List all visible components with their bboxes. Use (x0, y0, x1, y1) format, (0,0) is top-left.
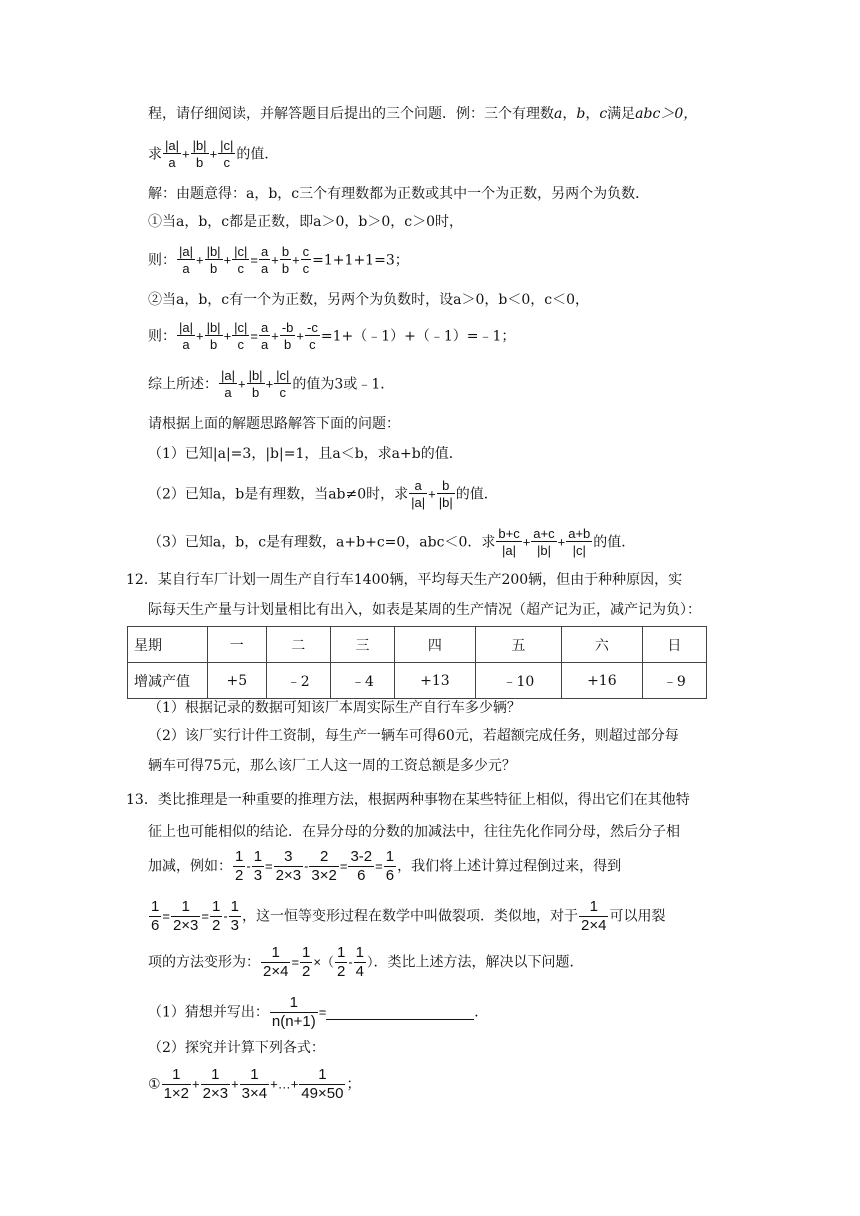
p11-intro-line: 程，请仔细阅读，并解答题目后提出的三个问题．例：三个有理数a，b，c满足abc＞0， (148, 106, 698, 122)
fraction: $\frac{|b|}{b}$ (192, 138, 207, 170)
solution-intro: 解：由题意得：a，b，c三个有理数都为正数或其中一个为正数，另两个为负数． (148, 186, 650, 202)
p11-intro: 程，请仔细阅读，并解答题目后提出的三个问题．例：三个有理数 (148, 106, 554, 122)
instruction: 请根据上面的解题思路解答下面的问题： (148, 416, 400, 432)
condition: abc＞0， (635, 106, 698, 122)
p13-line-1: 13．类比推理是一种重要的推理方法，根据两种事物在某些特征上相似，得出它们在其他特 (126, 792, 690, 808)
p12-question-2b: 辆车可得75元，那么该厂工人这一周的工资总额是多少元？ (148, 758, 516, 774)
question-2: （2）已知a，b是有理数，当ab≠0时，求 $\frac{a}{|a|}$ + $\frac{b}{|b|}$ 的值． (148, 478, 498, 510)
question-3: （3）已知a，b，c是有理数，a+b+c=0，abc＜0．求 $\frac{b+c}{|a|}$ + $\frac{a+c}{|b|}$ + $\frac{a+b}{|c|}$ 的值． (148, 526, 636, 558)
p13-line-2: 征上也可能相似的结论．在异分母的分数的加减法中，往往先化作同分母，然后分子相 (148, 824, 680, 840)
question-1: （1）已知|a|=3，|b|=1，且a＜b，求a+b的值． (148, 446, 463, 462)
case-1-computation: 则： $\frac{|a|}{a}$ + $\frac{|b|}{b}$ + $\frac{|c|}{c}$ = $\frac{a}{a}$ + $\frac{b}{b}$ + $\frac{c}{c}$ =1+1+1=3； (148, 244, 409, 276)
fraction: $\frac{|c|}{c}$ (220, 138, 234, 170)
table-row: 星期 一 二 三 四 五 六 日 (128, 627, 707, 663)
p13-question-2: （2）探究并计算下列各式： (148, 1040, 325, 1056)
summary: 综上所述： $\frac{|a|}{a}$ + $\frac{|b|}{b}$ + $\frac{|c|}{c}$ 的值为3或﹣1． (148, 368, 395, 400)
case-2: ②当a，b，c有一个为正数，另两个为负数时，设a＞0，b＜0，c＜0， (148, 292, 590, 308)
p13-example: 加减，例如： $\frac{1}{2}$ - $\frac{1}{3}$ = $\frac{3}{2\times 3}$ - $\frac{2}{3\times 2}$ = $\frac{3-2}{6}$ = $\frac{1}{6}$ ，我们将上述计算过程倒过来，得到 (148, 848, 622, 884)
p12-line-2: 际每天生产量与计划量相比有出入，如表是某周的生产情况（超产记为正，减产记为负）： (148, 602, 701, 618)
p12-line-1: 12．某自行车厂计划一周生产自行车1400辆，平均每天生产200辆，但由于种种原因，实 (126, 572, 683, 588)
ask-expression: 求 $\frac{|a|}{a}$ + $\frac{|b|}{b}$ + $\frac{|c|}{c}$ 的值． (148, 138, 279, 170)
p13-question-1: （1）猜想并写出： $\frac{1}{n(n+1)}$ = ． (148, 994, 489, 1030)
p12-question-2a: （2）该厂实行计件工资制，每生产一辆车可得60元，若超额完成任务，则超过部分每 (148, 728, 679, 744)
case-1: ①当a，b，c都是正数，即a＞0，b＞0，c＞0时， (148, 214, 464, 230)
production-table (127, 626, 707, 699)
p13-split-line: $\frac{1}{6}$ = $\frac{1}{2\times 3}$ = $\frac{1}{2}$ - $\frac{1}{3}$ ，这一恒等变形过程在数学中叫做裂项．类似地，对于 $\frac{1}{2\times 4}$ 可以用裂 (151, 898, 666, 934)
p13-transform-line: 项的方法变形为： $\frac{1}{2\times 4}$ = $\frac{1}{2}$ ×（ $\frac{1}{2}$ - $\frac{1}{4}$ ）．类比上述方法，解决以下问题． (148, 944, 584, 980)
answer-blank[interactable] (326, 1005, 474, 1020)
p12-question-1: （1）根据记录的数据可知该厂本周实际生产自行车多少辆？ (148, 700, 521, 716)
p13-series: ① $\frac{1}{1\times 2}$ + $\frac{1}{2\times 3}$ + $\frac{1}{3\times 4}$ +…+ $\frac{1}{49\times 50}$ ； (148, 1066, 361, 1102)
fraction: $\frac{|a|}{a}$ (165, 138, 179, 170)
case-2-computation: 则： $\frac{|a|}{a}$ + $\frac{|b|}{b}$ + $\frac{|c|}{c}$ = $\frac{a}{a}$ + $\frac{-b}{b}$ + $\frac{-c}{c}$ =1+（﹣1）+（﹣1）=﹣1； (148, 320, 516, 352)
table-row: 增减产值 +5 ﹣2 ﹣4 +13 ﹣10 +16 ﹣9 (128, 663, 707, 699)
